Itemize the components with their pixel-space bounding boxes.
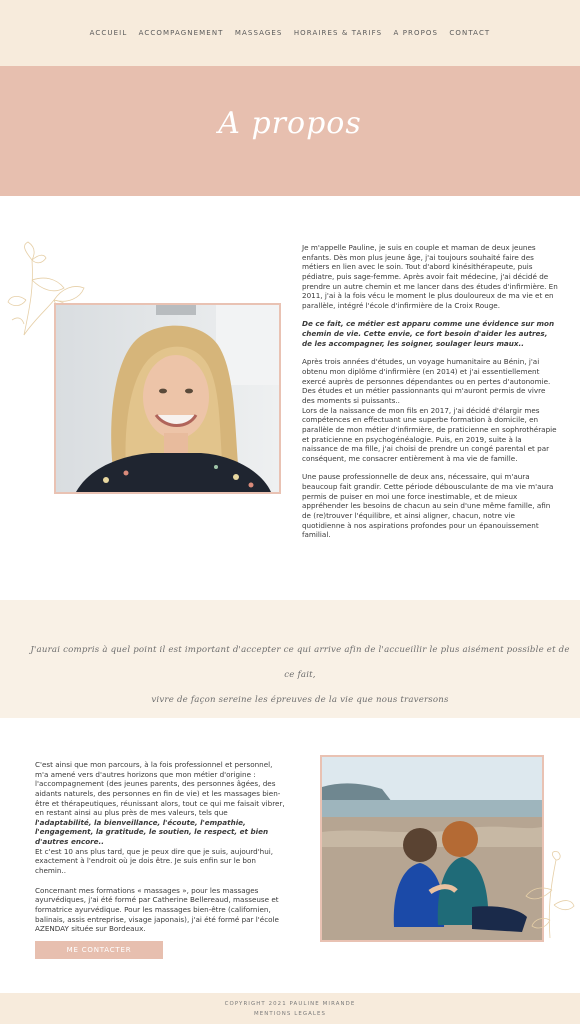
bio-paragraph-highlight: De ce fait, ce métier est apparu comme une évidence sur mon chemin de vie. Cette envie, ce fort besoin d'aider les autres, de les accompagner, les soigner, soulager leurs maux.. <box>302 319 555 348</box>
bio-paragraph-pause: Une pause professionnelle de deux ans, nécessaire, qui m'aura beaucoup fait grandir. Cette période débousculante de ma vie m'aura permis de puiser en moi une force inestimable, et de mieux appréhender les besoins de chacun au sein d'une même famille, afin de (re)trouver l'équilibre, et ainsi aligner, chacun, notre vie quotidienne à nos aspirations profondes pour un épanouissement familial. <box>302 472 554 540</box>
footer <box>0 993 580 1024</box>
parcours-text <box>35 760 285 934</box>
footer-copyright: COPYRIGHT 2021 PAULINE MIRANDE <box>224 1001 356 1007</box>
bio-paragraph-training: Lors de la naissance de mon fils en 2017, j'ai décidé d'élargir mes compétences en effectuant une superbe formation à domicile, en parallèle de mon métier d'infirmière, de praticienne en sophrothérapie et praticienne en psychogénéalogie. Puis, en 2019, suite à la naissance de ma fille, j'ai choisi de prendre un congé parental et par conséquent, me consacrer entièrement à ma vie de famille. <box>302 405 557 463</box>
parcours-intro: C'est ainsi que mon parcours, à la fois professionnel et personnel, m'a amené vers d'autres horizons que mon métier d'origine : l'accompagnement (des jeunes parents, des personnes âgées, des aidants naturels, des personnes en fin de vie) et les massages bien-être et thérapeutiques, réunissant alors, tout ce qui me faisait vibrer, en restant ainsi au plus près de mes valeurs, tels que <box>35 760 285 818</box>
nav-item-massages[interactable]: MASSAGES <box>234 29 283 37</box>
bio-paragraph-intro: Je m'appelle Pauline, je suis en couple et maman de deux jeunes enfants. Dès mon plus jeune âge, j'ai toujours souhaité faire des métiers en lien avec le soin. Tout d'abord kinésithérapeute, puis pédiatre, puis sage-femme. Après avoir fait médecine, j'ai décidé de prendre un autre chemin et me lancer dans des études d'infirmière. En 2011, j'ai à la fois vécu le moment le plus douloureux de ma vie et en parallèle, intégré l'école d'infirmière de la Croix Rouge. <box>302 243 558 310</box>
nav-item-horaires-tarifs[interactable]: HORAIRES & TARIFS <box>293 29 383 37</box>
quote-section <box>0 600 580 718</box>
portrait-photo <box>54 303 281 494</box>
beach-image <box>322 757 542 940</box>
parcours-paragraph <box>35 760 285 847</box>
page-title: A propos <box>218 106 362 141</box>
nav-item-contact[interactable]: CONTACT <box>449 29 491 37</box>
parcours-formations: Concernant mes formations « massages », pour les massages ayurvédiques, j'ai été formé par Catherine Bellereaud, masseuse et formatrice ayurvédique. Pour les massages bien-être (californien, balinais, assis entreprise, visage japonais), j'ai été formé par l'école AZENDAY située sur Bordeaux. <box>35 885 279 934</box>
nav-item-accompagnement[interactable]: ACCOMPAGNEMENT <box>138 29 224 37</box>
biography-text <box>302 243 558 549</box>
children-beach-photo <box>320 755 544 942</box>
portrait-image <box>56 305 279 492</box>
quote-text <box>30 638 570 713</box>
nav-item-a-propos[interactable]: A PROPOS <box>393 29 439 37</box>
parcours-conclusion: Et c'est 10 ans plus tard, que je peux dire que je suis, aujourd'hui, exactement à l'endroit où je dois être. Je suis enfin sur le bon chemin.. <box>35 846 274 876</box>
page-banner <box>0 66 580 196</box>
nav-menu <box>0 29 580 37</box>
parcours-values: l'adaptabilité, la bienveillance, l'écoute, l'empathie, l'engagement, la gratitude, le soutien, le respect, et bien d'autres encore.. <box>35 817 269 847</box>
contact-button[interactable]: ME CONTACTER <box>35 941 163 959</box>
quote-line-1: J'aurai compris à quel point il est important d'accepter ce qui arrive afin de l'accueillir le plus aisément possible et de ce fait, <box>30 645 570 680</box>
flower-decoration-icon <box>520 850 576 940</box>
nav-item-accueil[interactable]: ACCUEIL <box>89 29 128 37</box>
bio-paragraph-studies: Après trois années d'études, un voyage humanitaire au Bénin, j'ai obtenu mon diplôme d'infirmière (en 2014) et j'ai essentiellement exercé auprès de personnes dépendantes ou en pertes d'autonomie. Des études et un métier passionnants qui m'auront permis de vivre des moments si puissants.. <box>302 357 551 405</box>
top-navigation <box>0 0 580 66</box>
quote-line-2: vivre de façon sereine les épreuves de la vie que nous traversons <box>151 694 449 705</box>
footer-legal-link[interactable]: MENTIONS LEGALES <box>253 1011 327 1017</box>
